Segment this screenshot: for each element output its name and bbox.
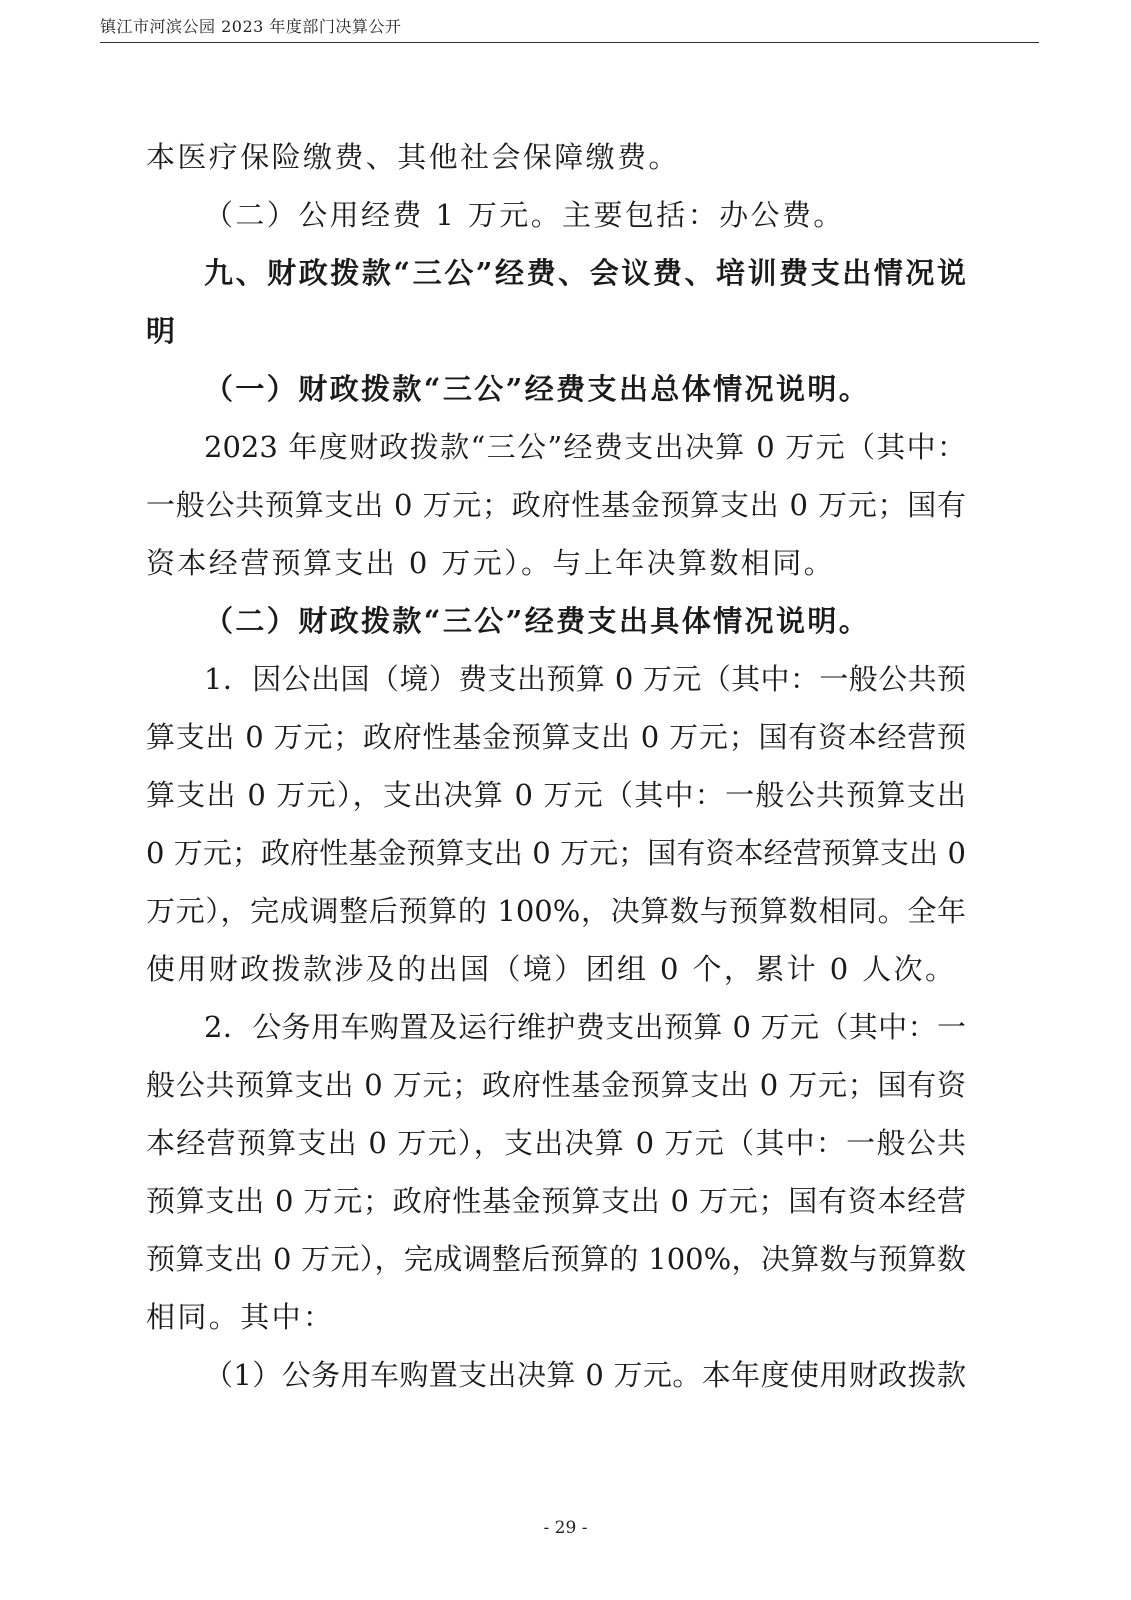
- paragraph-line: 般公共预算支出 0 万元；政府性基金预算支出 0 万元；国有资: [146, 1068, 966, 1102]
- paragraph-line: （1）公务用车购置支出决算 0 万元。本年度使用财政拨款: [204, 1358, 966, 1392]
- paragraph-line: 0 万元；政府性基金预算支出 0 万元；国有资本经营预算支出 0: [146, 836, 966, 870]
- paragraph-line: 万元），完成调整后预算的 100%，决算数与预算数相同。全年: [146, 894, 966, 928]
- section-heading: 明: [146, 314, 178, 348]
- paragraph-line: 使用财政拨款涉及的出国（境）团组 0 个，累计 0 人次。: [146, 952, 957, 986]
- paragraph-line: 算支出 0 万元；政府性基金预算支出 0 万元；国有资本经营预: [146, 720, 966, 754]
- page-header: [100, 12, 1039, 43]
- paragraph-line: 2023 年度财政拨款“三公”经费支出决算 0 万元（其中：: [204, 430, 966, 464]
- paragraph-line: 算支出 0 万元），支出决算 0 万元（其中：一般公共预算支出: [146, 778, 966, 812]
- section-heading: 九、财政拨款“三公”经费、会议费、培训费支出情况说: [204, 256, 966, 290]
- paragraph-line: 预算支出 0 万元），完成调整后预算的 100%，决算数与预算数: [146, 1242, 966, 1276]
- paragraph-line: 一般公共预算支出 0 万元；政府性基金预算支出 0 万元；国有: [146, 488, 966, 522]
- paragraph-line: 资本经营预算支出 0 万元）。与上年决算数相同。: [146, 546, 835, 580]
- paragraph-line: （二）公用经费 1 万元。主要包括：办公费。: [204, 198, 845, 232]
- paragraph-line: 相同。其中：: [146, 1300, 335, 1334]
- paragraph-line: 预算支出 0 万元；政府性基金预算支出 0 万元；国有资本经营: [146, 1184, 966, 1218]
- document-body: [146, 133, 966, 1409]
- paragraph-line: 本医疗保险缴费、其他社会保障缴费。: [146, 140, 680, 174]
- paragraph-line: 1．因公出国（境）费支出预算 0 万元（其中：一般公共预: [204, 662, 966, 696]
- subsection-heading: （二）财政拨款“三公”经费支出具体情况说明。: [204, 604, 871, 638]
- subsection-heading: （一）财政拨款“三公”经费支出总体情况说明。: [204, 372, 871, 406]
- page-number: - 29 -: [543, 1518, 588, 1538]
- paragraph-line: 2．公务用车购置及运行维护费支出预算 0 万元（其中：一: [204, 1010, 966, 1044]
- header-title: 镇江市河滨公园 2023 年度部门决算公开: [100, 17, 402, 36]
- paragraph-line: 本经营预算支出 0 万元），支出决算 0 万元（其中：一般公共: [146, 1126, 966, 1160]
